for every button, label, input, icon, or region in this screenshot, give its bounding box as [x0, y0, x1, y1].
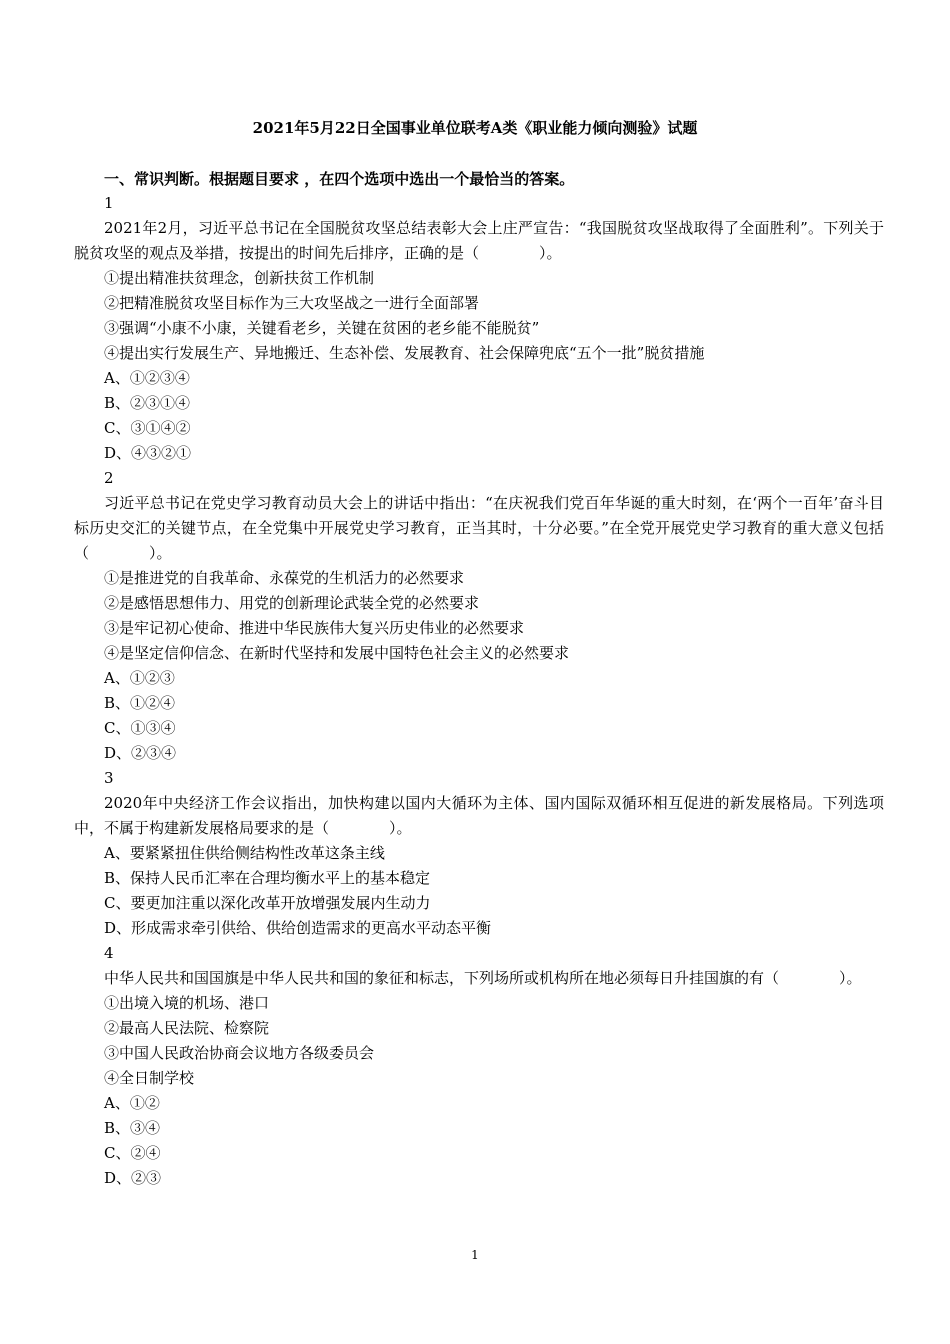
question-2: [74, 466, 884, 766]
answer-option-c: C、③①④②: [104, 419, 191, 437]
answer-option-a: A、要紧紧扭住供给侧结构性改革这条主线: [104, 844, 385, 862]
question-1: [74, 191, 884, 466]
answer-option-b: B、①②④: [104, 694, 176, 712]
statement-item: ③是牢记初心使命、推进中华民族伟大复兴历史伟业的必然要求: [104, 619, 525, 637]
section-heading: 一、常识判断。根据题目要求 ，在四个选项中选出一个最恰当的答案。: [104, 170, 575, 188]
question-stem: 习近平总书记在党史学习教育动员大会上的讲话中指出：“在庆祝我们党百年华诞的重大时刻，在‘两个一百年’奋斗目标历史交汇的关键节点，在全党集中开展党史学习教育，正当其时，十分必要。”在全党开展党史学习教育的重大意义包括（ ）。: [74, 494, 884, 562]
statement-item: ④提出实行发展生产、异地搬迁、生态补偿、发展教育、社会保障兜底“五个一批”脱贫措施: [104, 344, 705, 362]
question-4: [74, 941, 884, 1191]
statement-item: ③强调“小康不小康，关键看老乡，关键在贫困的老乡能不能脱贫”: [104, 319, 540, 337]
answer-option-d: D、④③②①: [104, 444, 192, 462]
answer-option-a: A、①②③④: [104, 369, 190, 387]
statement-item: ①提出精准扶贫理念，创新扶贫工作机制: [104, 269, 375, 287]
answer-option-b: B、②③①④: [104, 394, 191, 412]
question-number: 2: [104, 469, 114, 487]
answer-option-b: B、保持人民币汇率在合理均衡水平上的基本稳定: [104, 869, 431, 887]
answer-option-d: D、②③④: [104, 744, 177, 762]
statement-item: ③中国人民政治协商会议地方各级委员会: [104, 1044, 375, 1062]
question-3: [74, 766, 884, 941]
statement-item: ②最高人民法院、检察院: [104, 1019, 270, 1037]
statement-item: ④是坚定信仰信念、在新时代坚持和发展中国特色社会主义的必然要求: [104, 644, 570, 662]
question-stem: 2020年中央经济工作会议指出，加快构建以国内大循环为主体、国内国际双循环相互促进的新发展格局。下列选项中，不属于构建新发展格局要求的是（ ）。: [74, 794, 884, 837]
statement-item: ①是推进党的自我革命、永葆党的生机活力的必然要求: [104, 569, 465, 587]
answer-option-d: D、形成需求牵引供给、供给创造需求的更高水平动态平衡: [104, 919, 492, 937]
statement-item: ②是感悟思想伟力、用党的创新理论武装全党的必然要求: [104, 594, 480, 612]
page-number: 1: [471, 1248, 479, 1262]
answer-option-b: B、③④: [104, 1119, 161, 1137]
question-stem: 2021年2月，习近平总书记在全国脱贫攻坚总结表彰大会上庄严宣告：“我国脱贫攻坚战取得了全面胜利”。下列关于脱贫攻坚的观点及举措，按提出的时间先后排序，正确的是（ ）。: [74, 219, 884, 262]
answer-option-c: C、要更加注重以深化改革开放增强发展内生动力: [104, 894, 431, 912]
answer-option-a: A、①②: [104, 1094, 160, 1112]
question-number: 3: [104, 769, 114, 787]
document-title: 2021年5月22日全国事业单位联考A类《职业能力倾向测验》试题: [252, 119, 698, 137]
question-number: 1: [104, 194, 114, 212]
statement-item: ②把精准脱贫攻坚目标作为三大攻坚战之一进行全面部署: [104, 294, 480, 312]
answer-option-c: C、②④: [104, 1144, 161, 1162]
question-list: [74, 191, 884, 1191]
statement-item: ④全日制学校: [104, 1069, 195, 1087]
statement-item: ①出境入境的机场、港口: [104, 994, 270, 1012]
answer-option-a: A、①②③: [104, 669, 175, 687]
answer-option-c: C、①③④: [104, 719, 176, 737]
question-stem: 中华人民共和国国旗是中华人民共和国的象征和标志，下列场所或机构所在地必须每日升挂国旗的有（ ）。: [104, 969, 862, 987]
question-number: 4: [104, 944, 114, 962]
answer-option-d: D、②③: [104, 1169, 162, 1187]
